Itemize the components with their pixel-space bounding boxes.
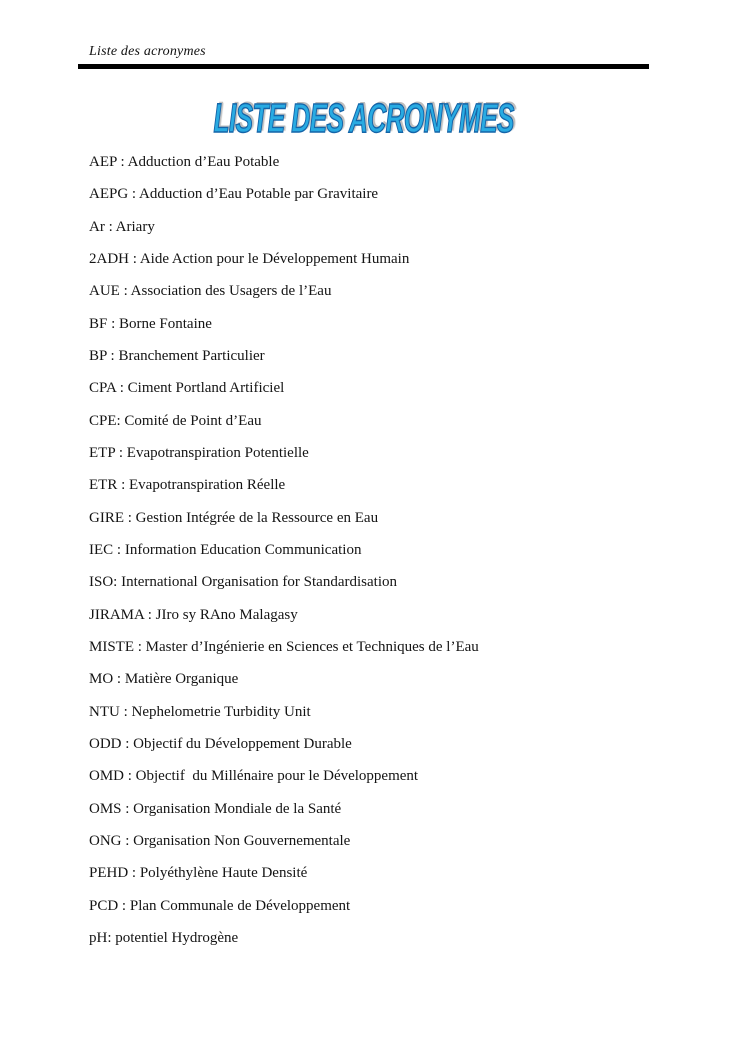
acronym-line: 2ADH : Aide Action pour le Développement Humain [89, 250, 410, 267]
acronym-line: BP : Branchement Particulier [89, 347, 265, 364]
acronym-line: MISTE : Master d’Ingénierie en Sciences et Techniques de l’Eau [89, 638, 479, 655]
acronym-line: AUE : Association des Usagers de l’Eau [89, 283, 332, 300]
acronym-line: ISO: International Organisation for Standardisation [89, 574, 397, 591]
acronym-line: Ar : Ariary [89, 218, 155, 235]
acronym-line: JIRAMA : JIro sy RAno Malagasy [89, 606, 298, 623]
acronym-line: CPE: Comité de Point d’Eau [89, 412, 262, 429]
running-header: Liste des acronymes [89, 44, 206, 59]
acronym-line: ETP : Evapotranspiration Potentielle [89, 444, 309, 461]
acronym-line: OMD : Objectif du Millénaire pour le Développement [89, 768, 419, 785]
header-rule-divider [78, 64, 649, 69]
acronym-line: ETR : Evapotranspiration Réelle [89, 477, 286, 494]
acronym-line: ONG : Organisation Non Gouvernementale [89, 832, 351, 849]
title-container [78, 97, 649, 139]
acronym-line: AEP : Adduction d’Eau Potable [89, 154, 280, 170]
acronym-line: ODD : Objectif du Développement Durable [89, 735, 352, 752]
acronym-list [89, 146, 669, 954]
acronym-line: MO : Matière Organique [89, 671, 239, 688]
acronym-line: CPA : Ciment Portland Artificiel [89, 380, 285, 397]
acronym-line: BF : Borne Fontaine [89, 315, 212, 332]
acronym-line: PCD : Plan Communale de Développement [89, 897, 351, 914]
page-title: LISTE DES ACRONYMES [213, 95, 514, 141]
acronym-line: AEPG : Adduction d’Eau Potable par Gravitaire [89, 186, 379, 203]
acronym-line: IEC : Information Education Communication [89, 541, 362, 558]
acronym-line: GIRE : Gestion Intégrée de la Ressource en Eau [89, 509, 379, 526]
acronym-line: pH: potentiel Hydrogène [89, 929, 239, 946]
acronym-line: NTU : Nephelometrie Turbidity Unit [89, 703, 311, 720]
acronym-line: OMS : Organisation Mondiale de la Santé [89, 800, 342, 817]
acronym-line: PEHD : Polyéthylène Haute Densité [89, 865, 308, 882]
